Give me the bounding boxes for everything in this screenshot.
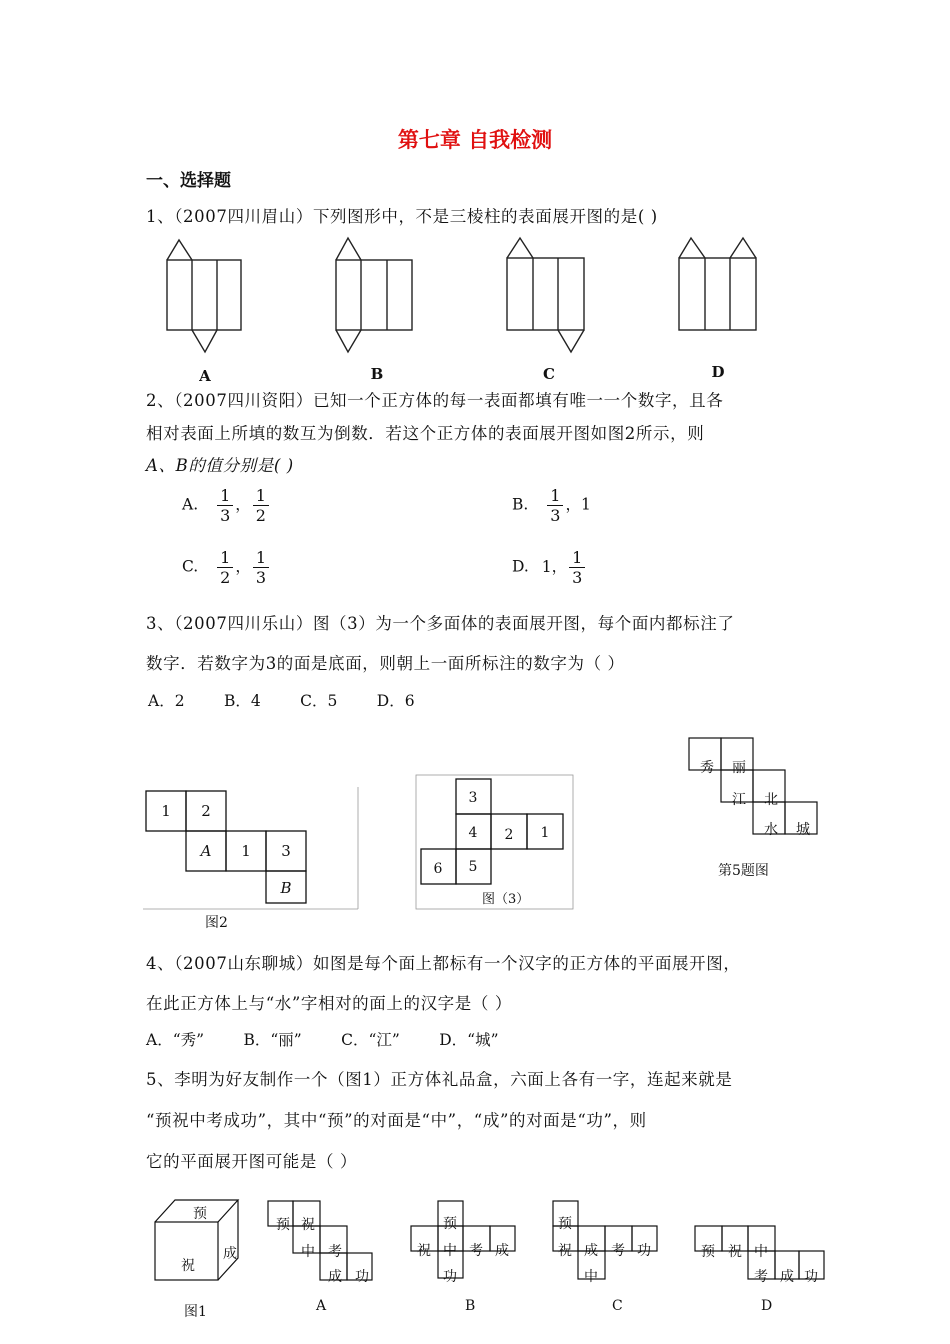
net-a-cell-6: 功 (355, 1269, 369, 1285)
q5-label-a: A (316, 1298, 327, 1314)
question-3-line-2: 数字．若数字为3的面是底面，则朝上一面所标注的数字为（ ） (146, 654, 625, 673)
value: 1 (541, 557, 552, 576)
cube-side-char: 成 (223, 1246, 237, 1262)
cube-caption: 图1 (184, 1304, 207, 1320)
fig2-cell-a: A (200, 842, 212, 860)
q1-label-b: B (370, 365, 384, 383)
fraction (253, 548, 269, 587)
fraction (569, 548, 585, 587)
fig5-cell-1: 秀 (700, 760, 714, 776)
q2-option-c-label: C. (182, 557, 199, 576)
fig3-cell-4: 1 (540, 825, 550, 841)
numerator: 1 (253, 548, 269, 568)
denominator: 3 (220, 506, 231, 525)
prism-net-a (167, 240, 241, 352)
q1-label-a: A (199, 367, 211, 385)
net-b-cell-4: 考 (469, 1243, 483, 1259)
question-2-line-1: 2、（2007四川资阳）已知一个正方体的每一表面都填有唯一一个数字，且各 (146, 391, 724, 410)
q5-label-d: D (761, 1298, 773, 1314)
question-4-options: A．“秀” B．“丽” C．“江” D．“城” (146, 1031, 499, 1049)
net-d-cell-6: 功 (804, 1269, 818, 1285)
question-4-line-2: 在此正方体上与“水”字相对的面上的汉字是（ ） (146, 994, 512, 1013)
fraction (253, 486, 269, 525)
question-5-line-2: “预祝中考成功”，其中“预”的对面是“中”，“成”的对面是“功”，则 (146, 1111, 647, 1130)
net-c-cell-3: 成 (584, 1243, 598, 1259)
net-c-cell-1: 预 (558, 1216, 572, 1232)
denominator: 3 (550, 506, 561, 525)
fraction (547, 486, 563, 525)
fig3-cell-6: 5 (468, 859, 478, 875)
fig3-cell-2: 4 (468, 825, 478, 841)
net-d-cell-2: 祝 (728, 1244, 742, 1260)
figure-3-caption: 图（3） (482, 892, 530, 907)
net-b-cell-3: 中 (443, 1243, 457, 1259)
net-a-cell-3: 中 (301, 1244, 315, 1260)
numerator: 1 (547, 486, 563, 506)
fraction (217, 548, 233, 587)
net-c-cell-6: 中 (584, 1269, 598, 1285)
figure-2-net (140, 785, 362, 913)
q5-figures (150, 1195, 840, 1325)
net-d-cell-5: 成 (780, 1269, 794, 1285)
numerator: 1 (253, 486, 269, 506)
net-b (411, 1201, 515, 1278)
net-b-cell-5: 成 (495, 1243, 509, 1259)
figure-5-net (686, 736, 822, 840)
numerator: 1 (569, 548, 585, 568)
question-4-line-1: 4、（2007山东聊城）如图是每个面上都标有一个汉字的正方体的平面展开图， (146, 954, 741, 973)
cube-top-char: 预 (193, 1206, 207, 1222)
question-5-line-1: 5、李明为好友制作一个（图1）正方体礼品盒，六面上各有一字，连起来就是 (146, 1070, 733, 1089)
fig5-cell-6: 城 (796, 822, 810, 838)
figure-2-caption: 图2 (205, 915, 228, 931)
numerator: 1 (217, 486, 233, 506)
net-a-cell-5: 成 (328, 1269, 342, 1285)
cube-front-char: 祝 (181, 1258, 195, 1274)
q2-option-b: B. $\frac{1}{3}$ ，1 (512, 486, 591, 525)
net-b-cell-2: 祝 (417, 1243, 431, 1259)
question-3-line-1: 3、（2007四川乐山）图（3）为一个多面体的表面展开图，每个面内都标注了 (146, 614, 735, 633)
fig2-cell-3: 1 (241, 842, 251, 860)
page-title: 第七章 自我检测 (397, 128, 553, 152)
net-b-cell-6: 功 (443, 1269, 457, 1285)
section-heading: 一、选择题 (146, 171, 231, 191)
denominator: 2 (255, 506, 266, 525)
q1-label-d: D (711, 363, 725, 381)
fig5-cell-2: 丽 (732, 760, 746, 776)
question-5-line-3: 它的平面展开图可能是（ ） (146, 1152, 358, 1171)
net-c (553, 1201, 657, 1279)
q2-option-c: C. $\frac{1}{2}$ ， $\frac{1}{3}$ (182, 548, 271, 587)
denominator: 3 (572, 568, 583, 587)
value: 1 (580, 495, 591, 514)
q5-label-b: B (465, 1298, 476, 1314)
numerator: 1 (217, 548, 233, 568)
q1-prism-nets (150, 232, 790, 362)
net-a-cell-4: 考 (328, 1244, 342, 1260)
question-3-options: A．2 B．4 C．5 D．6 (148, 692, 415, 710)
fig5-cell-3: 江 (732, 792, 746, 808)
net-c-cell-2: 祝 (558, 1243, 572, 1259)
fig3-cell-5: 6 (433, 861, 443, 877)
net-d-cell-4: 考 (754, 1269, 768, 1285)
q2-option-d: D. 1， $\frac{1}{3}$ (512, 548, 587, 587)
denominator: 2 (220, 568, 231, 587)
q2-option-b-label: B. (512, 495, 529, 514)
fig5-cell-5: 水 (764, 822, 778, 838)
prism-net-b (336, 238, 412, 352)
fig3-cell-3: 2 (504, 827, 514, 843)
net-c-cell-5: 功 (637, 1243, 651, 1259)
fig2-cell-2: 2 (201, 802, 211, 820)
fraction (217, 486, 233, 525)
net-d-cell-1: 预 (701, 1244, 715, 1260)
net-c-cell-4: 考 (611, 1243, 625, 1259)
fig3-cell-1: 3 (468, 790, 478, 806)
question-2-line-2: 相对表面上所填的数互为倒数．若这个正方体的表面展开图如图2所示，则 (146, 424, 705, 443)
fig5-cell-4: 北 (764, 792, 778, 808)
question-2-line-3: A、B的值分别是( ) (146, 456, 294, 475)
q2-option-a: A. $\frac{1}{3}$ ， $\frac{1}{2}$ (182, 486, 271, 525)
fig2-cell-1: 1 (161, 802, 171, 820)
fig2-cell-b: B (280, 879, 292, 897)
denominator: 3 (255, 568, 267, 587)
q1-label-c: C (543, 365, 555, 383)
net-a-cell-1: 预 (276, 1217, 290, 1233)
q2-option-a-label: A. (182, 495, 199, 514)
figure-5-caption: 第5题图 (718, 863, 769, 879)
net-d-cell-3: 中 (754, 1244, 768, 1260)
net-b-cell-1: 预 (443, 1216, 457, 1232)
q5-label-c: C (612, 1298, 623, 1314)
question-1-text: 1、（2007四川眉山）下列图形中，不是三棱柱的表面展开图的是( ) (146, 207, 658, 226)
prism-net-c (507, 238, 584, 352)
net-a-cell-2: 祝 (301, 1217, 315, 1233)
fig2-cell-4: 3 (281, 842, 291, 860)
prism-net-d (679, 238, 756, 330)
q2-option-d-label: D. (512, 557, 529, 576)
